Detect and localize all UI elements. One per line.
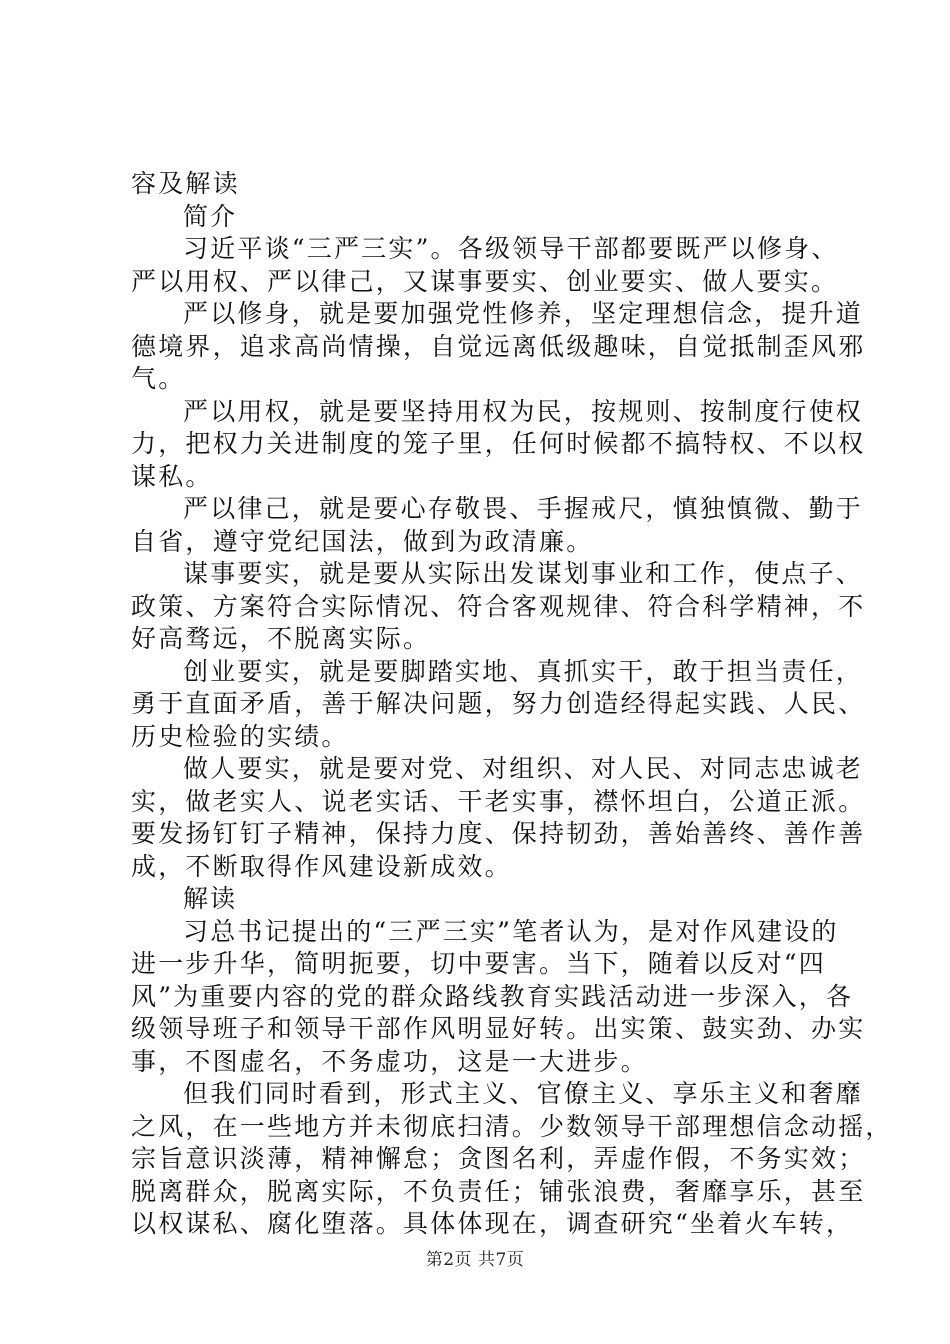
document-body	[131, 168, 893, 1241]
text-line: 做人要实，就是要对党、对组织、对人民、对同志忠诚老	[183, 754, 864, 783]
text-line: 要发扬钉钉子精神，保持力度、保持韧劲，善始善终、善作善	[131, 819, 866, 848]
text-line: 实，做老实人、说老实话、干老实事，襟怀坦白，公道正派。	[131, 786, 866, 816]
section-heading: 解读	[183, 884, 238, 913]
text-line: 进一步升华，简明扼要，切中要害。当下，随着以反对“四	[131, 949, 826, 978]
text-line: 谋私。	[131, 461, 213, 491]
text-line: 历史检验的实绩。	[131, 721, 349, 751]
text-line: 谋事要实，就是要从实际出发谋划事业和工作，使点子、	[183, 559, 864, 588]
text-line: 创业要实，就是要脚踏实地、真抓实干，敢于担当责任，	[183, 656, 864, 686]
text-line: 以权谋私、腐化堕落。具体体现在，调查研究“坐着火车转，	[131, 1209, 854, 1238]
text-line: 级领导班子和领导干部作风明显好转。出实策、鼓实劲、办实	[131, 1014, 866, 1043]
page-footer	[0, 1245, 950, 1270]
text-line: 力，把权力关进制度的笼子里，任何时候都不搞特权、不以权	[131, 429, 866, 458]
text-line: 政策、方案符合实际情况、符合客观规律、符合科学精神，不	[131, 591, 866, 621]
text-line: 习总书记提出的“三严三实”笔者认为，是对作风建设的	[183, 916, 839, 946]
text-line: 风”为重要内容的党的群众路线教育实践活动进一步深入，各	[131, 981, 854, 1011]
text-line: 严以用权，就是要坚持用权为民，按规则、按制度行使权	[183, 396, 864, 426]
text-line: 德境界，追求高尚情操，自觉远离低级趣味，自觉抵制歪风邪	[131, 331, 866, 361]
text-line: 勇于直面矛盾，善于解决问题，努力创造经得起实践、人民、	[131, 689, 866, 718]
text-line: 宗旨意识淡薄，精神懈怠；贪图名利，弄虚作假，不务实效；	[131, 1144, 866, 1173]
section-heading: 简介	[183, 201, 238, 231]
text-line: 脱离群众，脱离实际，不负责任；铺张浪费，奢靡享乐，甚至	[131, 1176, 866, 1206]
text-line: 之风，在一些地方并未彻底扫清。少数领导干部理想信念动摇，	[131, 1111, 893, 1141]
text-line: 事，不图虚名，不务虚功，这是一大进步。	[131, 1046, 648, 1076]
title-fragment: 容及解读	[131, 169, 240, 198]
text-line: 严以修身，就是要加强党性修养，坚定理想信念，提升道	[183, 299, 864, 328]
page-number-label: 第2页 共7页	[425, 1250, 525, 1270]
text-line: 习近平谈“三严三实”。各级领导干部都要既严以修身、	[183, 234, 839, 263]
text-line: 自省，遵守党纪国法，做到为政清廉。	[131, 526, 594, 556]
text-line: 气。	[131, 364, 186, 393]
text-line: 严以用权、严以律己，又谋事要实、创业要实、做人要实。	[131, 266, 839, 296]
text-line: 但我们同时看到，形式主义、官僚主义、享乐主义和奢靡	[183, 1079, 864, 1108]
text-line: 严以律己，就是要心存敬畏、手握戒尺，慎独慎微、勤于	[183, 494, 864, 523]
text-line: 成，不断取得作风建设新成效。	[131, 851, 512, 881]
text-line: 好高骛远，不脱离实际。	[131, 624, 431, 653]
